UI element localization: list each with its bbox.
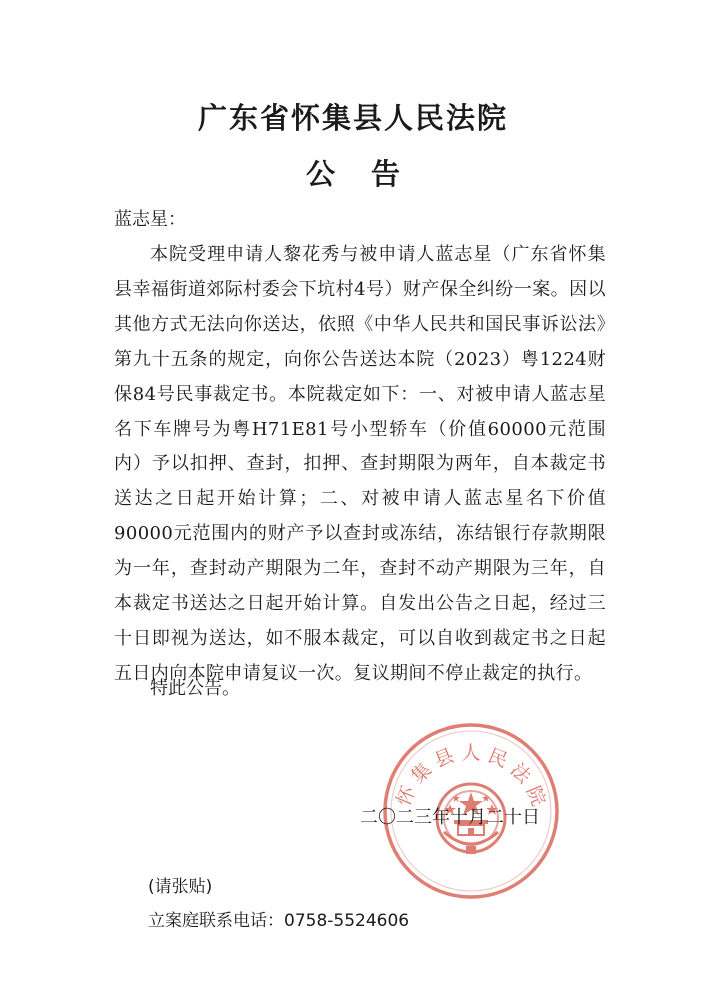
closing-phrase: 特此公告。 [150, 678, 240, 699]
notice-body: 本院受理申请人黎花秀与被申请人蓝志星（广东省怀集县幸福街道郊际村委会下坑村4号）财产保全纠纷一案。因以其他方式无法向你送达，依照《中华人民共和国民事诉讼法》第九十五条的规定，向你公告送达本院（2023）粤1224财保84号民事裁定书。本院裁定如下：一、对被申请人蓝志星名下车牌号为粤H71E81号小型轿车（价值60000元范围内）予以扣押、查封，扣押、查封期限为两年，自本裁定书送达之日起开始计算；二、对被申请人蓝志星名下价值90000元范围内的财产予以查封或冻结，冻结银行存款期限为一年，查封动产期限为二年，查封不动产期限为三年，自本裁定书送达之日起开始计算。自发出公告之日起，经过三十日即视为送达，如不服本裁定，可以自收到裁定书之日起五日内向本院申请复议一次。复议期间不停止裁定的执行。 [114, 244, 606, 684]
contact-phone: 立案庭联系电话：0758-5524606 [148, 911, 410, 931]
court-name: 广东省怀集县人民法院 [197, 101, 508, 135]
issue-date: 二〇二三年十月二十日 [360, 807, 540, 828]
notice-title: 公告 [305, 157, 436, 191]
addressee: 蓝志星： [114, 209, 186, 230]
posting-note: (请张贴) [148, 877, 213, 897]
seal-lettering: 怀 集 县 人 民 法 院 [392, 742, 550, 810]
